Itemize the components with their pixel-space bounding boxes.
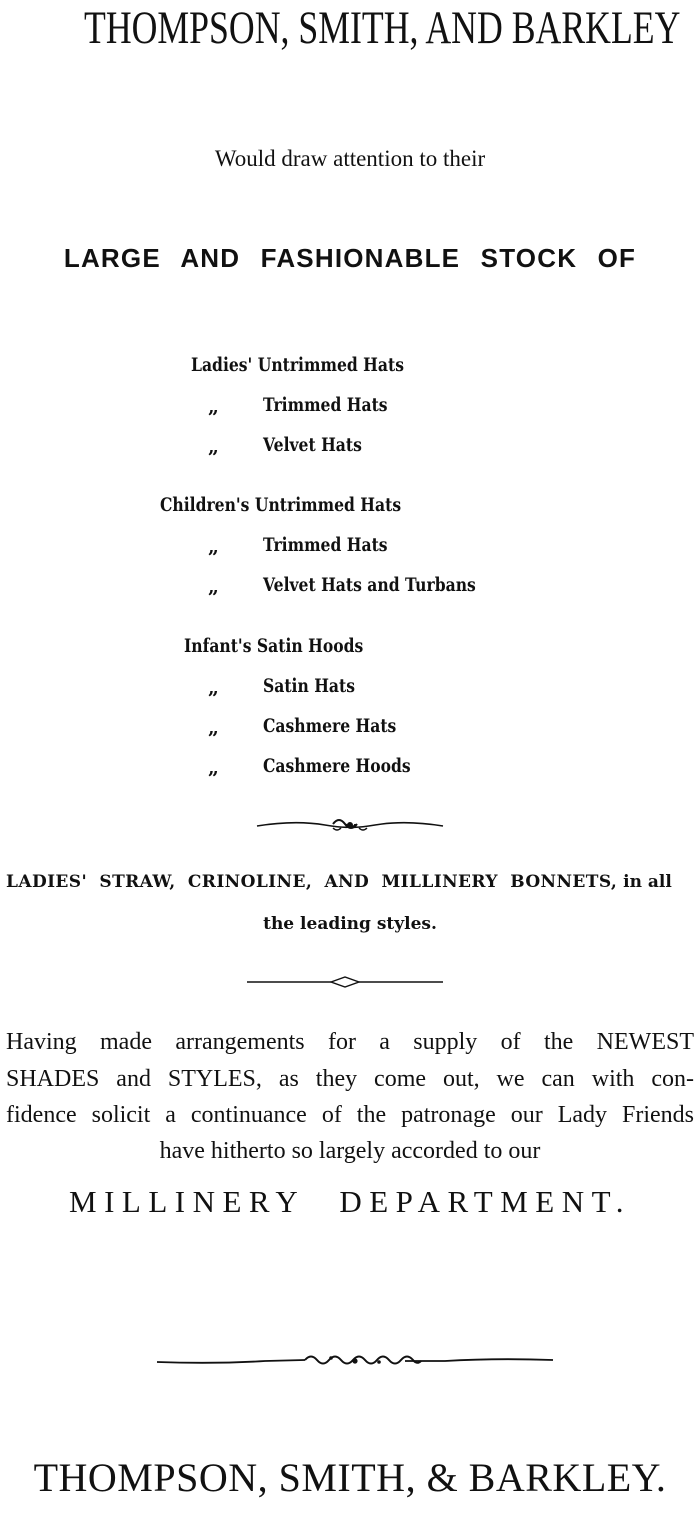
paragraph-line-4: have hitherto so largely accorded to our xyxy=(159,1138,541,1164)
ditto-mark: „ xyxy=(208,677,219,699)
list-item-infant-cashmere-hats: Cashmere Hats xyxy=(263,715,397,737)
bonnets-tail-text: in all xyxy=(617,872,672,892)
ditto-mark: „ xyxy=(208,536,219,558)
list-item-ladies-trimmed: Trimmed Hats xyxy=(263,394,388,416)
list-item-ladies-velvet: Velvet Hats xyxy=(263,434,362,456)
ditto-mark: „ xyxy=(208,396,219,418)
paragraph-line-3: fidence solicit a continuance of the patronage our Lady Friends xyxy=(6,1102,694,1128)
department-heading: MILLINERY DEPARTMENT. xyxy=(69,1184,631,1219)
list-item-infant-cashmere-hoods: Cashmere Hoods xyxy=(263,755,411,777)
list-item-children-untrimmed: Children's Untrimmed Hats xyxy=(160,494,402,516)
ditto-mark: „ xyxy=(208,757,219,779)
list-item-infant-satin-hats: Satin Hats xyxy=(263,675,356,697)
list-item-children-velvet-turbans: Velvet Hats and Turbans xyxy=(263,574,476,596)
ditto-mark: „ xyxy=(208,436,219,458)
line-divider xyxy=(245,975,445,989)
ornament-divider xyxy=(255,814,445,836)
bonnets-caps-text: LADIES' STRAW, CRINOLINE, AND MILLINERY BONNETS, xyxy=(6,872,618,892)
bonnets-line-1 xyxy=(6,869,672,895)
list-item-ladies-untrimmed: Ladies' Untrimmed Hats xyxy=(191,354,404,376)
footer-title: THOMPSON, SMITH, & BARKLEY. xyxy=(33,1455,667,1500)
ditto-mark: „ xyxy=(208,717,219,739)
scroll-ornament xyxy=(155,1350,555,1372)
bonnets-line-2: the leading styles. xyxy=(263,914,437,934)
page-title: THOMPSON, SMITH, AND BARKLEY xyxy=(84,2,681,54)
intro-text: Would draw attention to their xyxy=(214,146,486,171)
paragraph-line-2: SHADES and STYLES, as they come out, we can with con- xyxy=(6,1066,694,1092)
list-item-infant-satin-hoods: Infant's Satin Hoods xyxy=(184,635,364,657)
ditto-mark: „ xyxy=(208,576,219,598)
stock-heading: LARGE AND FASHIONABLE STOCK OF xyxy=(63,243,637,273)
paragraph-line-1: Having made arrangements for a supply of the NEWEST xyxy=(6,1029,694,1055)
list-item-children-trimmed: Trimmed Hats xyxy=(263,534,388,556)
